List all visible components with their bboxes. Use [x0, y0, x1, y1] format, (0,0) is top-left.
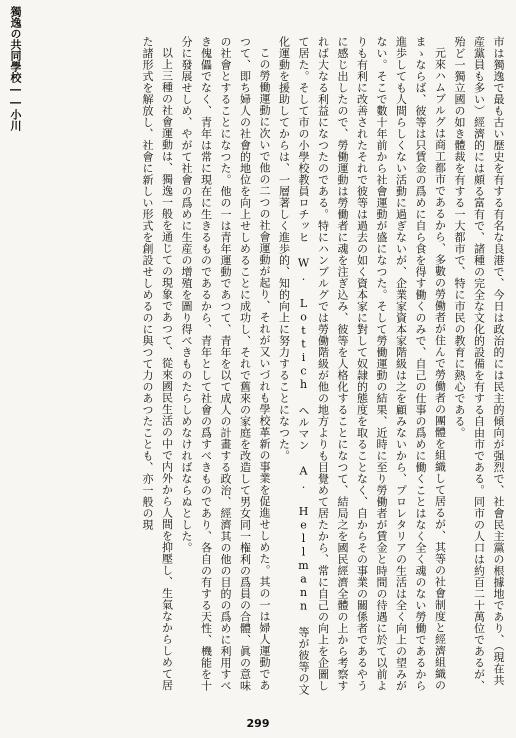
- paragraph: 市は獨逸で最も古い歴史を有する有名な良港で、今日は政治的には民主的傾向が强烈で、社會民主黨の根據地であり、（現在共産黨員も多い）經濟的には頗る富有で、諸種の完全な文化的設備を有する自由市である。同市の人口は約百二十萬位であるが、殆ど一獨立國の如き體裁を有する一大都市で、特に市民の教育に熱心である。: [453, 36, 505, 692]
- paragraph: 元來ハムブルグは商工都市であるから、多數の勞働者が住んで勞働者の團體を組織して居るが、其等の社會制度と經濟組織のまゝならば、彼等は只賃金の爲めに自ら食を得す働くのみで、自己の仕事の爲めに働くことはなく全く魂のない勞働であるから進歩しても人間らしくない活動に過ぎないが、企業家資本家階級は之を顧みないから、プロレタリアの生活は全く向上の望みがない。そこで數十年前から社會運動が盛になつた。そして勞働運動の結果、近時に至り勞働者が賃金と時間の待遇に於て以前よりも有利に改善されたそれで彼等は過去の如く資本家に對して奴隷的態度を取ることなく、自からその事業の關係者であるやうに感じ出したので、勞働運動は勞働者に魂を注ぎ込み、彼等を人格化することになつて、結局之を國民經濟全體の上から考察すれば大なる利益になつたのである。特にハンブルグでは勞働階級が他の地方よりも目覺めて居たから、常に自己の向上を企圖して居た。そして市の小學校教員ロチッヒ W. Lottich ヘルマン A. Hellmann 等が彼等の文化運動を援助してからは、一層著しく進歩的、知的向上に努力することになつた。: [277, 36, 447, 696]
- running-header: 獨逸の共同學校――小川: [9, 6, 22, 131]
- body-text: [48, 36, 508, 696]
- paragraph: 以上三種の社會運動は、獨逸一般を通じての現象であつて、從來國民生活の中で内外から人間を抑壓し、生氣なからしめて居た諸形式を解放し、社會に新しい形式を創設せしめるのに與つて力のあつたことも、亦一般の現: [141, 36, 174, 691]
- page-number: 299: [246, 717, 270, 730]
- paragraph: この勞働運動に次いで他の二つの社會運動が起り、それが又いづれも學校革新の事業を促進せしめた。其の一は婦人運動であつて、即ち婦人の社會的地位を向上せしめることに成功し、それで舊來の家庭を改造して男女同一権利の爲員の合體、眞の意味の社會とすることになつた。他の一は青年運動であつて、青年を以て成人の計畫する政治、經濟其の他の目的の爲めに利用すべき傀儡でなく、青年は常に現在に生きるものであるから、青年として社會の爲すべきものであり、各自の有する天性、機能を十分に發展せしめ、やがて社會の爲めに生産の增殖を圖り得べきものたらしめなければならぬとした。: [180, 36, 271, 692]
